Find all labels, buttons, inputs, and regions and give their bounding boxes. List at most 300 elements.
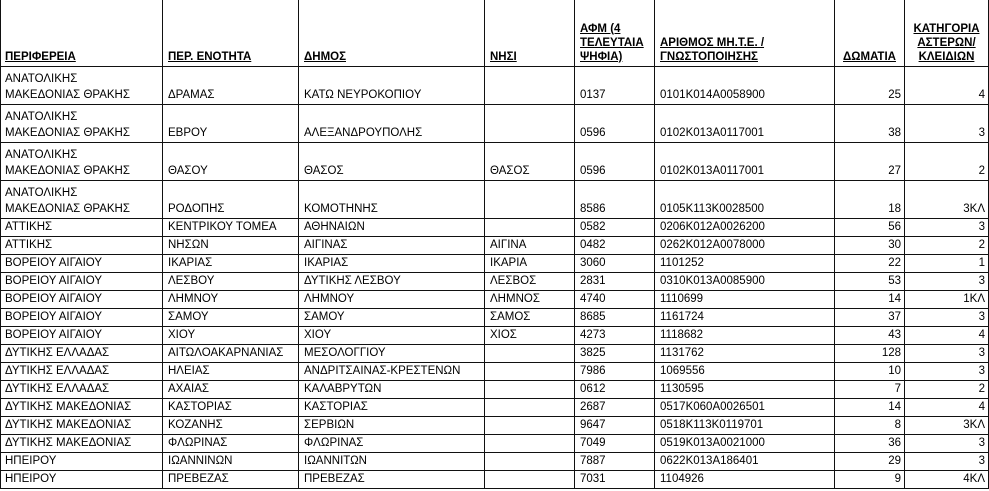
cell-region bbox=[0, 291, 163, 309]
cell-value: 27 bbox=[888, 165, 901, 177]
cell-value: 29 bbox=[888, 455, 901, 467]
cell-region bbox=[0, 363, 163, 381]
cell-value: ΚΕΝΤΡΙΚΟΥ ΤΟΜΕΑ bbox=[168, 221, 277, 233]
cell-registry-number bbox=[655, 417, 835, 435]
cell-region bbox=[0, 67, 163, 105]
cell-value: ΡΟΔΟΠΗΣ bbox=[168, 203, 225, 215]
cell-regional-unit bbox=[163, 237, 299, 255]
cell-value: ΛΕΣΒΟΥ bbox=[168, 275, 215, 287]
cell-regional-unit bbox=[163, 255, 299, 273]
cell-category bbox=[905, 417, 989, 435]
cell-municipality bbox=[299, 181, 485, 219]
cell-value: 2 bbox=[978, 165, 985, 177]
cell-municipality bbox=[299, 417, 485, 435]
cell-region bbox=[0, 273, 163, 291]
cell-island bbox=[485, 255, 575, 273]
cell-value: 3 bbox=[978, 365, 985, 377]
cell-value: ΗΠΕΙΡΟΥ bbox=[5, 473, 57, 485]
cell-regional-unit bbox=[163, 143, 299, 181]
cell-value: ΑΝΔΡΙΤΣΑΙΝΑΣ-ΚΡΕΣΤΕΝΩΝ bbox=[304, 365, 461, 377]
cell-value: 3ΚΛ bbox=[963, 203, 985, 215]
cell-value: ΔΥΤΙΚΗΣ ΛΕΣΒΟΥ bbox=[304, 275, 401, 287]
cell-region bbox=[0, 105, 163, 143]
cell-island bbox=[485, 219, 575, 237]
cell-island bbox=[485, 105, 575, 143]
cell-regional-unit bbox=[163, 381, 299, 399]
cell-value: ΔΥΤΙΚΗΣ ΜΑΚΕΔΟΝΙΑΣ bbox=[5, 419, 132, 431]
cell-registry-number bbox=[655, 327, 835, 345]
cell-value: ΣΑΜΟΥ bbox=[168, 311, 209, 323]
table-row bbox=[0, 309, 989, 327]
cell-region bbox=[0, 143, 163, 181]
cell-registry-number bbox=[655, 67, 835, 105]
cell-island bbox=[485, 291, 575, 309]
cell-value: ΜΕΣΟΛΟΓΓΙΟΥ bbox=[304, 347, 386, 359]
column-header-registry-number bbox=[655, 0, 835, 67]
cell-rooms bbox=[835, 105, 905, 143]
cell-value: 1 bbox=[978, 257, 985, 269]
cell-registry-number bbox=[655, 105, 835, 143]
cell-rooms bbox=[835, 143, 905, 181]
cell-region bbox=[0, 417, 163, 435]
cell-value: ΝΗΣΩΝ bbox=[168, 239, 209, 251]
cell-rooms bbox=[835, 471, 905, 489]
cell-value: 8 bbox=[894, 419, 901, 431]
cell-value: ΙΚΑΡΙΑ bbox=[490, 257, 528, 269]
cell-municipality bbox=[299, 345, 485, 363]
cell-value: 8685 bbox=[580, 311, 606, 323]
cell-value: 0519K013A0021000 bbox=[660, 437, 765, 449]
cell-category bbox=[905, 327, 989, 345]
cell-municipality bbox=[299, 309, 485, 327]
cell-value: ΣΕΡΒΙΩΝ bbox=[304, 419, 355, 431]
cell-value: 3 bbox=[978, 221, 985, 233]
cell-value: ΑΙΓΙΝΑΣ bbox=[304, 239, 348, 251]
cell-island bbox=[485, 237, 575, 255]
cell-value: 1ΚΛ bbox=[963, 293, 985, 305]
cell-region bbox=[0, 309, 163, 327]
cell-rooms bbox=[835, 363, 905, 381]
cell-island bbox=[485, 399, 575, 417]
cell-value: ΚΑΣΤΟΡΙΑΣ bbox=[168, 401, 232, 413]
cell-region bbox=[0, 399, 163, 417]
cell-municipality bbox=[299, 291, 485, 309]
cell-rooms bbox=[835, 345, 905, 363]
cell-regional-unit bbox=[163, 399, 299, 417]
cell-value: ΒΟΡΕΙΟΥ ΑΙΓΑΙΟΥ bbox=[5, 311, 103, 323]
cell-regional-unit bbox=[163, 273, 299, 291]
cell-value: 14 bbox=[888, 401, 901, 413]
cell-value: ΑΝΑΤΟΛΙΚΗΣ ΜΑΚΕΔΟΝΙΑΣ ΘΡΑΚΗΣ bbox=[5, 73, 130, 101]
cell-tax-id bbox=[575, 381, 655, 399]
column-header-label: ΠΕΡΙΦΕΡΕΙΑ bbox=[5, 51, 76, 63]
cell-tax-id bbox=[575, 181, 655, 219]
cell-regional-unit bbox=[163, 417, 299, 435]
cell-rooms bbox=[835, 291, 905, 309]
cell-value: ΔΥΤΙΚΗΣ ΕΛΛΑΔΑΣ bbox=[5, 365, 110, 377]
table-row bbox=[0, 471, 989, 489]
cell-value: 0612 bbox=[580, 383, 606, 395]
table-row bbox=[0, 181, 989, 219]
cell-category bbox=[905, 237, 989, 255]
cell-value: ΘΑΣΟΣ bbox=[304, 165, 344, 177]
cell-category bbox=[905, 291, 989, 309]
cell-municipality bbox=[299, 273, 485, 291]
cell-rooms bbox=[835, 399, 905, 417]
cell-value: 4 bbox=[978, 401, 985, 413]
cell-value: 0137 bbox=[580, 89, 606, 101]
cell-regional-unit bbox=[163, 291, 299, 309]
column-header-island bbox=[485, 0, 575, 67]
cell-value: 0482 bbox=[580, 239, 606, 251]
cell-value: ΦΛΩΡΙΝΑΣ bbox=[304, 437, 364, 449]
cell-category bbox=[905, 255, 989, 273]
cell-rooms bbox=[835, 219, 905, 237]
cell-tax-id bbox=[575, 399, 655, 417]
cell-value: 2831 bbox=[580, 275, 606, 287]
cell-value: ΘΑΣΟΣ bbox=[490, 165, 530, 177]
cell-value: ΔΥΤΙΚΗΣ ΜΑΚΕΔΟΝΙΑΣ bbox=[5, 437, 132, 449]
cell-value: ΑΝΑΤΟΛΙΚΗΣ ΜΑΚΕΔΟΝΙΑΣ ΘΡΑΚΗΣ bbox=[5, 187, 130, 215]
cell-regional-unit bbox=[163, 453, 299, 471]
cell-value: 2687 bbox=[580, 401, 606, 413]
cell-registry-number bbox=[655, 435, 835, 453]
cell-category bbox=[905, 105, 989, 143]
cell-value: 9647 bbox=[580, 419, 606, 431]
cell-value: ΠΡΕΒΕΖΑΣ bbox=[168, 473, 229, 485]
cell-value: 4 bbox=[978, 329, 985, 341]
cell-category bbox=[905, 219, 989, 237]
column-header-label: ΔΩΜΑΤΙΑ bbox=[843, 51, 896, 63]
cell-value: 36 bbox=[888, 437, 901, 449]
header-row bbox=[0, 0, 989, 67]
cell-value: ΒΟΡΕΙΟΥ ΑΙΓΑΙΟΥ bbox=[5, 275, 103, 287]
cell-value: 3 bbox=[978, 311, 985, 323]
cell-value: 0622K013A186401 bbox=[660, 455, 759, 467]
cell-rooms bbox=[835, 273, 905, 291]
cell-value: 0102K013A0117001 bbox=[660, 165, 765, 177]
cell-region bbox=[0, 255, 163, 273]
cell-municipality bbox=[299, 143, 485, 181]
table-row bbox=[0, 219, 989, 237]
table-row bbox=[0, 453, 989, 471]
cell-value: ΑΙΓΙΝΑ bbox=[490, 239, 527, 251]
cell-regional-unit bbox=[163, 219, 299, 237]
cell-registry-number bbox=[655, 143, 835, 181]
cell-value: ΗΛΕΙΑΣ bbox=[168, 365, 210, 377]
cell-value: ΑΛΕΞΑΝΔΡΟΥΠΟΛΗΣ bbox=[304, 127, 423, 139]
cell-rooms bbox=[835, 237, 905, 255]
column-header-label: ΠΕΡ. ΕΝΟΤΗΤΑ bbox=[168, 51, 252, 63]
cell-category bbox=[905, 345, 989, 363]
table-row bbox=[0, 327, 989, 345]
cell-value: 1130595 bbox=[660, 383, 704, 395]
cell-value: ΑΧΑΙΑΣ bbox=[168, 383, 209, 395]
cell-registry-number bbox=[655, 381, 835, 399]
cell-value: ΒΟΡΕΙΟΥ ΑΙΓΑΙΟΥ bbox=[5, 257, 103, 269]
cell-regional-unit bbox=[163, 327, 299, 345]
cell-municipality bbox=[299, 105, 485, 143]
cell-tax-id bbox=[575, 471, 655, 489]
cell-tax-id bbox=[575, 417, 655, 435]
table-row bbox=[0, 105, 989, 143]
column-header-label: ΔΗΜΟΣ bbox=[304, 51, 346, 63]
cell-value: 4273 bbox=[580, 329, 606, 341]
cell-registry-number bbox=[655, 309, 835, 327]
cell-registry-number bbox=[655, 219, 835, 237]
cell-value: 37 bbox=[888, 311, 901, 323]
cell-value: ΙΚΑΡΙΑΣ bbox=[168, 257, 213, 269]
table-row bbox=[0, 237, 989, 255]
cell-value: ΔΥΤΙΚΗΣ ΜΑΚΕΔΟΝΙΑΣ bbox=[5, 401, 132, 413]
cell-value: ΔΡΑΜΑΣ bbox=[168, 89, 215, 101]
cell-tax-id bbox=[575, 435, 655, 453]
cell-value: ΚΑΛΑΒΡΥΤΩΝ bbox=[304, 383, 382, 395]
cell-value: ΑΙΤΩΛΟΑΚΑΡΝΑΝΙΑΣ bbox=[168, 347, 284, 359]
cell-tax-id bbox=[575, 273, 655, 291]
cell-value: ΑΤΤΙΚΗΣ bbox=[5, 239, 53, 251]
cell-municipality bbox=[299, 453, 485, 471]
cell-value: 3 bbox=[978, 437, 985, 449]
cell-value: ΛΕΣΒΟΣ bbox=[490, 275, 537, 287]
cell-value: ΧΙΟΥ bbox=[304, 329, 332, 341]
cell-registry-number bbox=[655, 345, 835, 363]
cell-island bbox=[485, 309, 575, 327]
column-header-label: ΝΗΣΙ bbox=[490, 51, 517, 63]
cell-category bbox=[905, 471, 989, 489]
cell-value: 1118682 bbox=[660, 329, 704, 341]
cell-value: 1161724 bbox=[660, 311, 704, 323]
cell-category bbox=[905, 309, 989, 327]
cell-value: ΑΝΑΤΟΛΙΚΗΣ ΜΑΚΕΔΟΝΙΑΣ ΘΡΑΚΗΣ bbox=[5, 149, 130, 177]
cell-tax-id bbox=[575, 327, 655, 345]
cell-island bbox=[485, 327, 575, 345]
cell-rooms bbox=[835, 381, 905, 399]
column-header-municipality bbox=[299, 0, 485, 67]
cell-value: ΒΟΡΕΙΟΥ ΑΙΓΑΙΟΥ bbox=[5, 293, 103, 305]
cell-value: 128 bbox=[881, 347, 901, 359]
cell-category bbox=[905, 435, 989, 453]
table-row bbox=[0, 381, 989, 399]
cell-municipality bbox=[299, 255, 485, 273]
cell-region bbox=[0, 453, 163, 471]
cell-value: 0596 bbox=[580, 127, 606, 139]
cell-value: 3 bbox=[978, 455, 985, 467]
table-row bbox=[0, 345, 989, 363]
cell-value: 0310K013A0085900 bbox=[660, 275, 765, 287]
table-row bbox=[0, 363, 989, 381]
cell-island bbox=[485, 435, 575, 453]
cell-value: 4 bbox=[978, 89, 985, 101]
column-header-category bbox=[905, 0, 989, 67]
cell-value: ΠΡΕΒΕΖΑΣ bbox=[304, 473, 365, 485]
cell-island bbox=[485, 181, 575, 219]
cell-value: 0518K113K0119701 bbox=[660, 419, 764, 431]
cell-island bbox=[485, 363, 575, 381]
table-row bbox=[0, 399, 989, 417]
column-header-rooms bbox=[835, 0, 905, 67]
cell-tax-id bbox=[575, 291, 655, 309]
cell-value: 18 bbox=[888, 203, 901, 215]
cell-value: ΕΒΡΟΥ bbox=[168, 127, 208, 139]
cell-category bbox=[905, 381, 989, 399]
column-header-label: ΑΡΙΘΜΟΣ ΜΗ.Τ.Ε. / ΓΝΩΣΤΟΠΟΙΗΣΗΣ bbox=[660, 37, 765, 63]
cell-tax-id bbox=[575, 67, 655, 105]
cell-value: 3 bbox=[978, 347, 985, 359]
cell-tax-id bbox=[575, 105, 655, 143]
cell-value: ΧΙΟΣ bbox=[490, 329, 517, 341]
cell-value: ΚΑΣΤΟΡΙΑΣ bbox=[304, 401, 368, 413]
cell-tax-id bbox=[575, 309, 655, 327]
table-row bbox=[0, 291, 989, 309]
cell-value: ΗΠΕΙΡΟΥ bbox=[5, 455, 57, 467]
table-body bbox=[0, 67, 989, 489]
cell-value: 38 bbox=[888, 127, 901, 139]
cell-category bbox=[905, 143, 989, 181]
cell-regional-unit bbox=[163, 363, 299, 381]
cell-regional-unit bbox=[163, 345, 299, 363]
cell-rooms bbox=[835, 309, 905, 327]
cell-rooms bbox=[835, 255, 905, 273]
cell-value: 7887 bbox=[580, 455, 606, 467]
cell-registry-number bbox=[655, 237, 835, 255]
column-header-regional-unit bbox=[163, 0, 299, 67]
cell-value: 10 bbox=[888, 365, 901, 377]
cell-value: ΛΗΜΝΟΥ bbox=[168, 293, 219, 305]
cell-value: 14 bbox=[888, 293, 901, 305]
cell-value: ΙΚΑΡΙΑΣ bbox=[304, 257, 349, 269]
column-header-label: ΚΑΤΗΓΟΡΙΑ ΑΣΤΕΡΩΝ/ ΚΛΕΙΔΙΩΝ bbox=[913, 23, 980, 63]
cell-island bbox=[485, 273, 575, 291]
cell-island bbox=[485, 67, 575, 105]
cell-category bbox=[905, 453, 989, 471]
cell-registry-number bbox=[655, 273, 835, 291]
table-row bbox=[0, 255, 989, 273]
cell-regional-unit bbox=[163, 471, 299, 489]
cell-value: ΛΗΜΝΟΥ bbox=[304, 293, 355, 305]
cell-value: 2 bbox=[978, 383, 985, 395]
cell-value: 0517K060A0026501 bbox=[660, 401, 765, 413]
cell-category bbox=[905, 273, 989, 291]
cell-island bbox=[485, 345, 575, 363]
cell-category bbox=[905, 399, 989, 417]
cell-value: 0105K113K0028500 bbox=[660, 203, 765, 215]
cell-value: 3ΚΛ bbox=[963, 419, 985, 431]
cell-value: ΔΥΤΙΚΗΣ ΕΛΛΑΔΑΣ bbox=[5, 347, 110, 359]
cell-value: 4ΚΛ bbox=[963, 473, 985, 485]
cell-value: 0102K013A0117001 bbox=[660, 127, 765, 139]
cell-value: ΙΩΑΝΝΙΤΩΝ bbox=[304, 455, 367, 467]
cell-category bbox=[905, 363, 989, 381]
cell-rooms bbox=[835, 181, 905, 219]
cell-region bbox=[0, 237, 163, 255]
cell-value: 1069556 bbox=[660, 365, 705, 377]
cell-value: 0582 bbox=[580, 221, 606, 233]
cell-value: ΒΟΡΕΙΟΥ ΑΙΓΑΙΟΥ bbox=[5, 329, 103, 341]
cell-rooms bbox=[835, 435, 905, 453]
column-header-tax-id bbox=[575, 0, 655, 67]
cell-registry-number bbox=[655, 291, 835, 309]
cell-regional-unit bbox=[163, 105, 299, 143]
cell-regional-unit bbox=[163, 67, 299, 105]
cell-value: ΚΟΖΑΝΗΣ bbox=[168, 419, 223, 431]
cell-value: ΔΥΤΙΚΗΣ ΕΛΛΑΔΑΣ bbox=[5, 383, 110, 395]
cell-region bbox=[0, 181, 163, 219]
cell-value: 3825 bbox=[580, 347, 606, 359]
cell-value: 53 bbox=[888, 275, 901, 287]
table-row bbox=[0, 273, 989, 291]
cell-value: ΣΑΜΟΣ bbox=[490, 311, 531, 323]
cell-registry-number bbox=[655, 181, 835, 219]
cell-municipality bbox=[299, 435, 485, 453]
cell-region bbox=[0, 435, 163, 453]
cell-rooms bbox=[835, 327, 905, 345]
cell-value: 1131762 bbox=[660, 347, 704, 359]
cell-tax-id bbox=[575, 143, 655, 181]
cell-value: ΘΑΣΟΥ bbox=[168, 165, 208, 177]
cell-region bbox=[0, 471, 163, 489]
table-row bbox=[0, 435, 989, 453]
table-row bbox=[0, 67, 989, 105]
cell-value: 1110699 bbox=[660, 293, 704, 305]
cell-value: ΙΩΑΝΝΙΝΩΝ bbox=[168, 455, 233, 467]
cell-island bbox=[485, 453, 575, 471]
cell-tax-id bbox=[575, 219, 655, 237]
cell-value: 0101K014A0058900 bbox=[660, 89, 765, 101]
cell-value: 4740 bbox=[580, 293, 606, 305]
cell-value: ΑΘΗΝΑΙΩΝ bbox=[304, 221, 365, 233]
table-row bbox=[0, 417, 989, 435]
cell-tax-id bbox=[575, 345, 655, 363]
cell-category bbox=[905, 181, 989, 219]
cell-island bbox=[485, 471, 575, 489]
cell-municipality bbox=[299, 237, 485, 255]
cell-value: 1101252 bbox=[660, 257, 704, 269]
cell-value: 9 bbox=[894, 473, 901, 485]
cell-value: ΑΤΤΙΚΗΣ bbox=[5, 221, 53, 233]
cell-tax-id bbox=[575, 363, 655, 381]
cell-municipality bbox=[299, 399, 485, 417]
cell-region bbox=[0, 381, 163, 399]
cell-value: 30 bbox=[888, 239, 901, 251]
cell-value: 7986 bbox=[580, 365, 606, 377]
cell-municipality bbox=[299, 67, 485, 105]
cell-registry-number bbox=[655, 255, 835, 273]
cell-tax-id bbox=[575, 237, 655, 255]
cell-tax-id bbox=[575, 255, 655, 273]
cell-value: 8586 bbox=[580, 203, 606, 215]
cell-value: 3060 bbox=[580, 257, 606, 269]
cell-municipality bbox=[299, 381, 485, 399]
cell-value: ΛΗΜΝΟΣ bbox=[490, 293, 540, 305]
cell-municipality bbox=[299, 219, 485, 237]
cell-tax-id bbox=[575, 453, 655, 471]
cell-value: 3 bbox=[978, 127, 985, 139]
cell-value: 43 bbox=[888, 329, 901, 341]
cell-value: 1104926 bbox=[660, 473, 704, 485]
cell-value: 7 bbox=[894, 383, 901, 395]
cell-island bbox=[485, 381, 575, 399]
cell-regional-unit bbox=[163, 181, 299, 219]
table-row bbox=[0, 143, 989, 181]
cell-value: ΣΑΜΟΥ bbox=[304, 311, 345, 323]
cell-municipality bbox=[299, 327, 485, 345]
cell-value: 2 bbox=[978, 239, 985, 251]
cell-rooms bbox=[835, 67, 905, 105]
cell-island bbox=[485, 417, 575, 435]
cell-registry-number bbox=[655, 453, 835, 471]
cell-registry-number bbox=[655, 399, 835, 417]
